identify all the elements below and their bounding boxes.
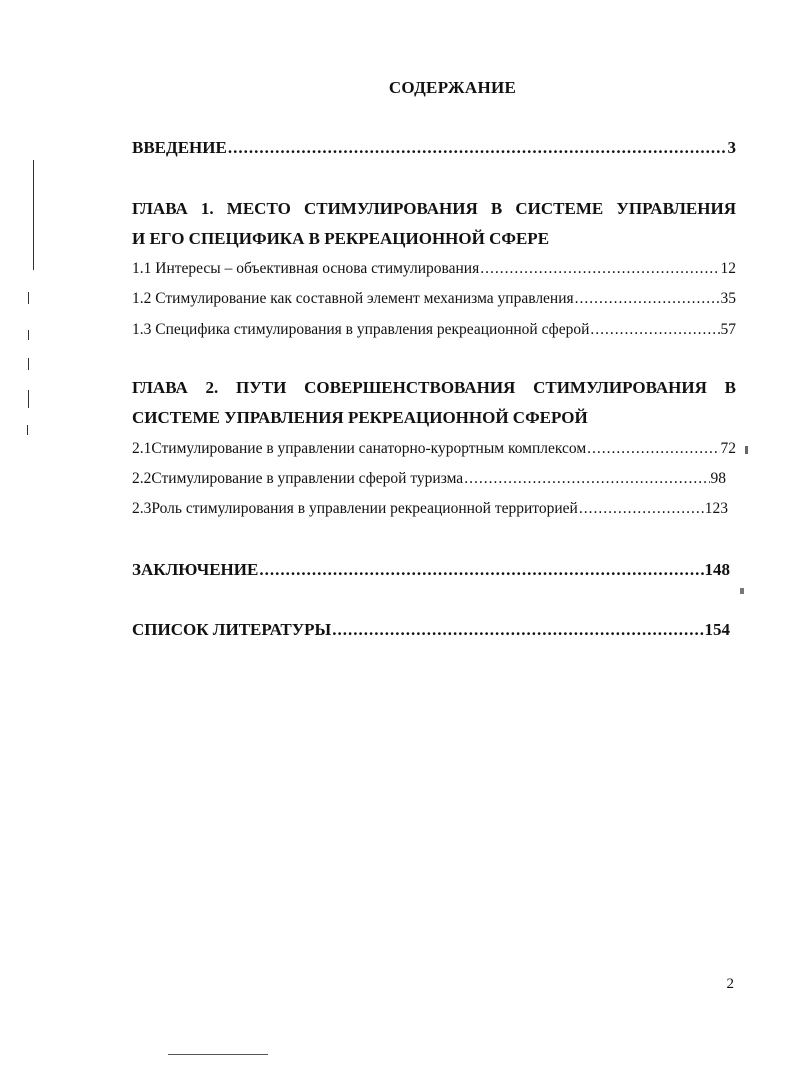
toc-entry-label: ЗАКЛЮЧЕНИЕ: [132, 560, 259, 579]
leader-dots: [590, 321, 719, 339]
toc-entry-1-1: [132, 260, 736, 278]
toc-entry-label: 1.1 Интересы – объективная основа стимулирования: [132, 260, 480, 277]
chapter-heading-line: ГЛАВА 2. ПУТИ СОВЕРШЕНСТВОВАНИЯ СТИМУЛИРОВАНИЯ В: [132, 378, 736, 397]
scan-mark: [28, 330, 29, 340]
toc-entry-label: ВВЕДЕНИЕ: [132, 138, 227, 157]
toc-entry-page: 72: [720, 440, 736, 457]
chapter-heading-line: ГЛАВА 1. МЕСТО СТИМУЛИРОВАНИЯ В СИСТЕМЕ УПРАВЛЕНИЯ: [132, 199, 736, 218]
toc-entry-2-1: [132, 440, 736, 458]
leader-dots: [579, 500, 704, 518]
toc-entry-label: 1.2 Стимулирование как составной элемент механизма управления: [132, 290, 574, 307]
leader-dots: [480, 260, 719, 278]
toc-entry-page: 12: [720, 260, 736, 277]
toc-entry-1-2: [132, 290, 736, 308]
chapter-heading-line: И ЕГО СПЕЦИФИКА В РЕКРЕАЦИОННОЙ СФЕРЕ: [132, 229, 550, 248]
toc-entry-conclusion: [132, 560, 730, 580]
toc-entry-label: 2.3Роль стимулирования в управлении рекреационной территорией: [132, 500, 578, 517]
toc-entry-page: 123: [704, 500, 728, 517]
scan-mark: [28, 390, 29, 408]
leader-dots: [228, 138, 727, 158]
scan-mark: [33, 160, 34, 270]
toc-entry-label: СПИСОК ЛИТЕРАТУРЫ: [132, 620, 332, 639]
toc-entry-page: 98: [710, 470, 726, 487]
toc-entry-page: 3: [727, 138, 736, 157]
toc-title: СОДЕРЖАНИЕ: [388, 78, 517, 97]
chapter-heading-line: СИСТЕМЕ УПРАВЛЕНИЯ РЕКРЕАЦИОННОЙ СФЕРОЙ: [132, 408, 588, 427]
chapter-2-heading: [132, 373, 736, 433]
leader-dots: [464, 470, 709, 488]
toc-entry-2-3: [132, 500, 728, 518]
scan-mark: [740, 588, 744, 594]
page-number: 2: [726, 976, 734, 992]
toc-entry-page: 35: [720, 290, 736, 307]
toc-entry-1-3: [132, 321, 736, 339]
toc-entry-label: 2.2Стимулирование в управлении сферой туризма: [132, 470, 464, 487]
toc-entry-page: 154: [704, 620, 730, 639]
scan-mark: [28, 358, 29, 370]
leader-dots: [259, 560, 703, 580]
leader-dots: [332, 620, 703, 640]
toc-entry-label: 2.1Стимулирование в управлении санаторно-курортным комплексом: [132, 440, 587, 457]
scan-mark: [28, 292, 29, 304]
scan-mark: [27, 425, 28, 435]
chapter-1-heading: [132, 194, 736, 254]
toc-entry-page: 57: [720, 321, 736, 338]
toc-entry-intro: [132, 138, 736, 158]
leader-dots: [575, 290, 720, 308]
toc-entry-label: 1.3 Специфика стимулирования в управления рекреационной сферой: [132, 321, 590, 338]
toc-entry-page: 148: [704, 560, 730, 579]
leader-dots: [587, 440, 719, 458]
footer-rule: [168, 1054, 268, 1055]
toc-entry-2-2: [132, 470, 726, 488]
toc-entry-references: [132, 620, 730, 640]
scan-mark: [745, 446, 748, 454]
